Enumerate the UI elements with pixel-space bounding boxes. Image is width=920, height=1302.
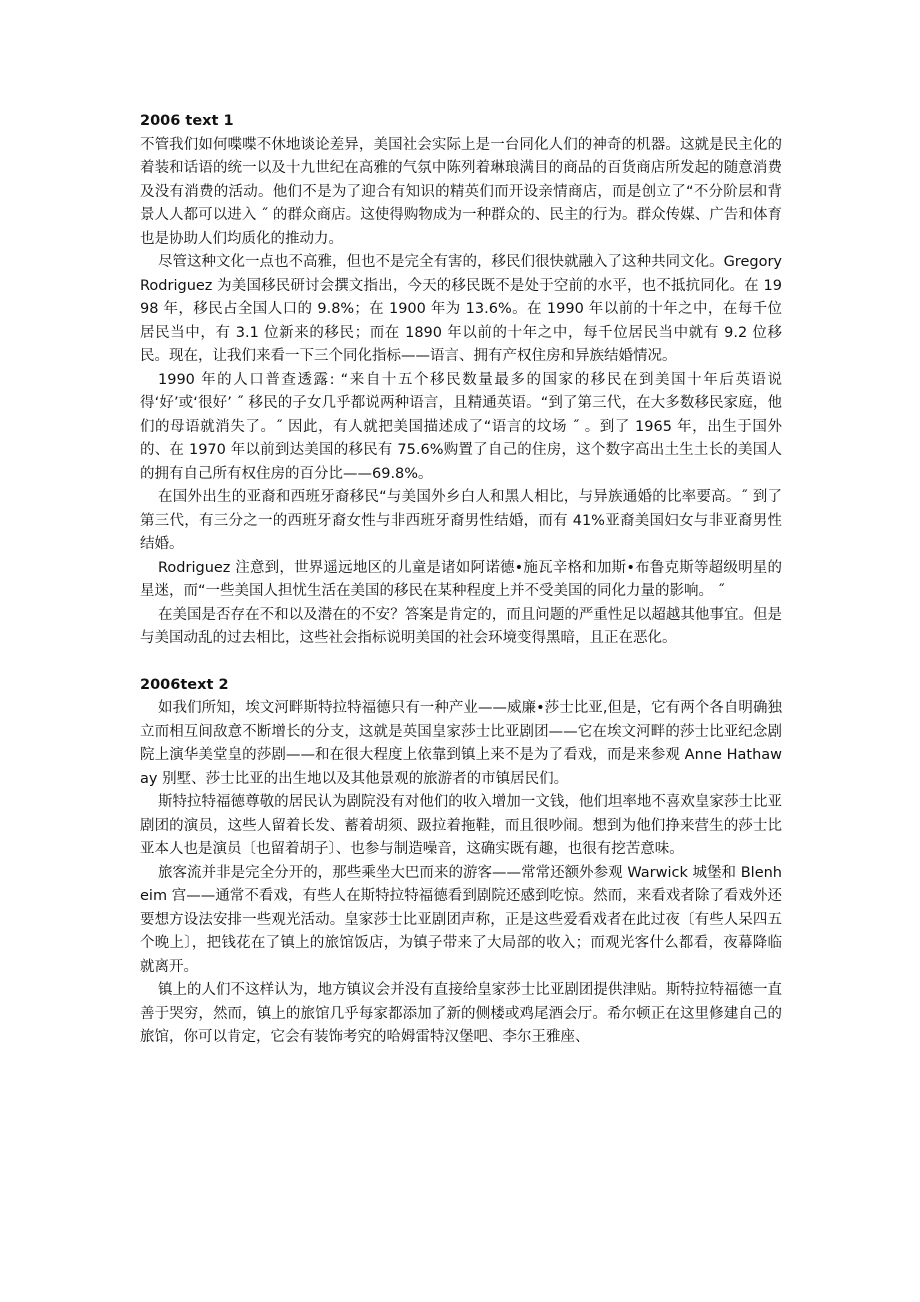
paragraph: 不管我们如何喋喋不休地谈论差异，美国社会实际上是一台同化人们的神奇的机器。这就是民主化的着装和话语的统一以及十九世纪在高雅的气氛中陈列着琳琅满目的商品的百货商店所发起的随意消费及没有消费的活动。他们不是为了迎合有知识的精英们而开设亲情商店，而是创立了“不分阶层和背景人人都可以进入 ˝ 的群众商店。这使得购物成为一种群众的、民主的行为。群众传媒、广告和体育也是协助人们均质化的推动力。 [140, 136, 782, 247]
paragraph: 在美国是否存在不和以及潜在的不安？答案是肯定的，而且问题的严重性足以超越其他事宜。但是与美国动乱的过去相比，这些社会指标说明美国的社会环境变得黑暗，且正在恶化。 [140, 606, 782, 646]
section-title: 2006 text 1 [140, 113, 234, 129]
paragraph: 旅客流并非是完全分开的，那些乘坐大巴而来的游客——常常还额外参观 Warwick 城堡和 Blenheim 宫——通常不看戏，有些人在斯特拉特福德看到剧院还感到吃惊。然而，来看戏者除了看戏外还要想方设法安排一些观光活动。皇家莎士比亚剧团声称，正是这些爱看戏者在此过夜〔有些人呆四五个晚上〕，把钱花在了镇上的旅馆饭店，为镇子带来了大局部的收入；而观光客什么都看，夜幕降临就离开。 [140, 864, 782, 975]
paragraph: Rodriguez 注意到，世界遥远地区的儿童是诸如阿诺德•施瓦辛格和加斯•布鲁克斯等超级明星的星迷，而“一些美国人担忧生活在美国的移民在某种程度上并不受美国的同化力量的影响。 ˝ [140, 559, 782, 599]
document-body [140, 110, 782, 1050]
paragraph: 镇上的人们不这样认为，地方镇议会并没有直接给皇家莎士比亚剧团提供津贴。斯特拉特福德一直善于哭穷，然而，镇上的旅馆几乎每家都添加了新的侧楼或鸡尾酒会厅。希尔顿正在这里修建自己的旅馆，你可以肯定，它会有装饰考究的哈姆雷特汉堡吧、李尔王雅座、 [140, 982, 782, 1045]
section-text-1 [140, 110, 782, 651]
section-text-2 [140, 674, 782, 1050]
paragraph: 如我们所知，埃文河畔斯特拉特福德只有一种产业——威廉•莎士比亚,但是，它有两个各自明确独立而相互间敌意不断增长的分支，这就是英国皇家莎士比亚剧团——它在埃文河畔的莎士比亚纪念剧院上演华美堂皇的莎剧——和在很大程度上依靠到镇上来不是为了看戏，而是来参观 Anne Hathaway 别墅、莎士比亚的出生地以及其他景观的旅游者的市镇居民们。 [140, 700, 782, 787]
paragraph: 在国外出生的亚裔和西班牙裔移民“与美国外乡白人和黑人相比，与异族通婚的比率要高。˝ 到了第三代，有三分之一的西班牙裔女性与非西班牙裔男性结婚，而有 41%亚裔美国妇女与非亚裔男性结婚。 [140, 489, 782, 552]
paragraph: 斯特拉特福德尊敬的居民认为剧院没有对他们的收入增加一文钱，他们坦率地不喜欢皇家莎士比亚剧团的演员，这些人留着长发、蓄着胡须、趿拉着拖鞋，而且很吵闹。想到为他们挣来营生的莎士比亚本人也是演员〔也留着胡子〕、也参与制造噪音，这确实既有趣，也很有挖苦意味。 [140, 794, 782, 857]
paragraph: 1990 年的人口普查透露: “来自十五个移民数量最多的国家的移民在到美国十年后英语说得‘好’或‘很好’ ˝ 移民的子女几乎都说两种语言，且精通英语。“到了第三代，在大多数移民家庭，他们的母语就消失了。˝ 因此，有人就把美国描述成了“语言的坟场 ˝ 。到了 1965 年，出生于国外的、在 1970 年以前到达美国的移民有 75.6%购置了自己的住房，这个数字高出土生土长的美国人的拥有自己所有权住房的百分比——69.8%。 [140, 371, 782, 482]
paragraph: 尽管这种文化一点也不高雅，但也不是完全有害的，移民们很快就融入了这种共同文化。Gregory Rodriguez 为美国移民研讨会撰文指出，今天的移民既不是处于空前的水平，也不抵抗同化。在 1998 年，移民占全国人口的 9.8%；在 1900 年为 13.6%。在 1990 年以前的十年之中，在每千位居民当中，有 3.1 位新来的移民；而在 1890 年以前的十年之中，每千位居民当中就有 9.2 位移民。现在，让我们来看一下三个同化指标——语言、拥有产权住房和异族结婚情况。 [140, 254, 782, 364]
section-title: 2006text 2 [140, 676, 229, 693]
